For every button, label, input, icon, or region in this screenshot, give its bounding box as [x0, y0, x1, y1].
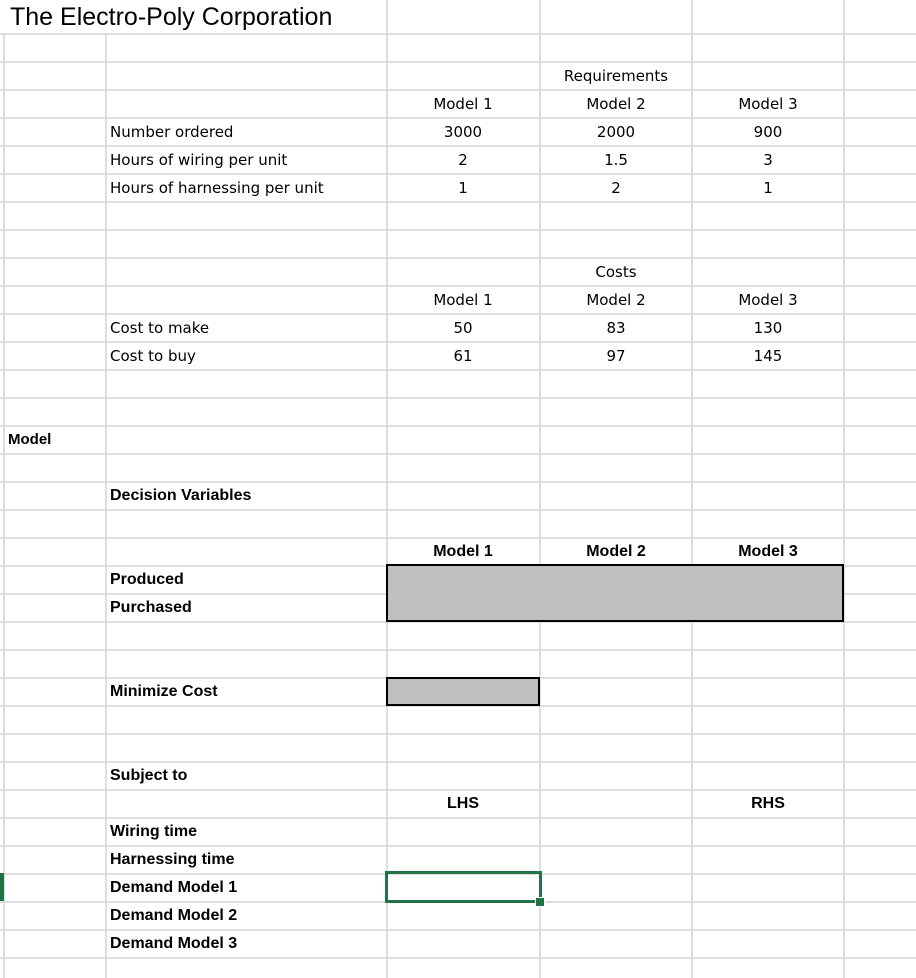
cost-to-make-model-3[interactable]: 130: [753, 319, 783, 337]
rhs-label[interactable]: RHS: [751, 795, 785, 812]
cost-to-buy-model-3[interactable]: 145: [753, 347, 783, 365]
dv-col-model-2[interactable]: Model 2: [586, 543, 646, 560]
objective-cell[interactable]: [386, 677, 540, 706]
decision-variables-label[interactable]: Decision Variables: [110, 487, 252, 504]
wiring-hours-label[interactable]: Hours of wiring per unit: [110, 151, 288, 169]
cost-to-make-model-2[interactable]: 83: [606, 319, 626, 337]
active-row-indicator: [0, 873, 4, 901]
lhs-label[interactable]: LHS: [447, 795, 479, 812]
dv-col-model-1[interactable]: Model 1: [433, 543, 493, 560]
wiring-hours-model-2[interactable]: 1.5: [604, 151, 628, 169]
cost-to-make-label[interactable]: Cost to make: [110, 319, 210, 337]
produced-label[interactable]: Produced: [110, 571, 184, 588]
cost-col-model-1[interactable]: Model 1: [433, 291, 493, 309]
cost-col-model-2[interactable]: Model 2: [586, 291, 646, 309]
harnessing-hours-model-3[interactable]: 1: [763, 179, 773, 197]
constraint-demand-model-1[interactable]: Demand Model 1: [110, 879, 238, 896]
model-section-label[interactable]: Model: [8, 431, 52, 448]
costs-header[interactable]: Costs: [595, 263, 637, 281]
cost-to-buy-label[interactable]: Cost to buy: [110, 347, 196, 365]
cost-to-buy-model-1[interactable]: 61: [453, 347, 473, 365]
constraint-demand-model-2[interactable]: Demand Model 2: [110, 907, 238, 924]
constraint-wiring-time[interactable]: Wiring time: [110, 823, 197, 840]
decision-variable-cells[interactable]: [386, 564, 844, 622]
cost-to-make-model-1[interactable]: 50: [453, 319, 473, 337]
number-ordered-model-3[interactable]: 900: [753, 123, 783, 141]
active-cell-selection[interactable]: [385, 871, 542, 903]
harnessing-hours-label[interactable]: Hours of harnessing per unit: [110, 179, 324, 197]
req-col-model-2[interactable]: Model 2: [586, 95, 646, 113]
harnessing-hours-model-2[interactable]: 2: [611, 179, 621, 197]
harnessing-hours-model-1[interactable]: 1: [458, 179, 468, 197]
number-ordered-model-2[interactable]: 2000: [596, 123, 636, 141]
dv-col-model-3[interactable]: Model 3: [738, 543, 798, 560]
fill-handle[interactable]: [535, 897, 545, 907]
subject-to-label[interactable]: Subject to: [110, 767, 188, 784]
purchased-label[interactable]: Purchased: [110, 599, 192, 616]
requirements-header[interactable]: Requirements: [563, 67, 669, 85]
constraint-harnessing-time[interactable]: Harnessing time: [110, 851, 235, 868]
number-ordered-label[interactable]: Number ordered: [110, 123, 234, 141]
minimize-cost-label[interactable]: Minimize Cost: [110, 683, 218, 700]
cost-to-buy-model-2[interactable]: 97: [606, 347, 626, 365]
req-col-model-3[interactable]: Model 3: [738, 95, 798, 113]
wiring-hours-model-1[interactable]: 2: [458, 151, 468, 169]
sheet-title[interactable]: The Electro-Poly Corporation: [10, 3, 333, 31]
wiring-hours-model-3[interactable]: 3: [763, 151, 773, 169]
number-ordered-model-1[interactable]: 3000: [443, 123, 483, 141]
constraint-demand-model-3[interactable]: Demand Model 3: [110, 935, 238, 952]
req-col-model-1[interactable]: Model 1: [433, 95, 493, 113]
cost-col-model-3[interactable]: Model 3: [738, 291, 798, 309]
